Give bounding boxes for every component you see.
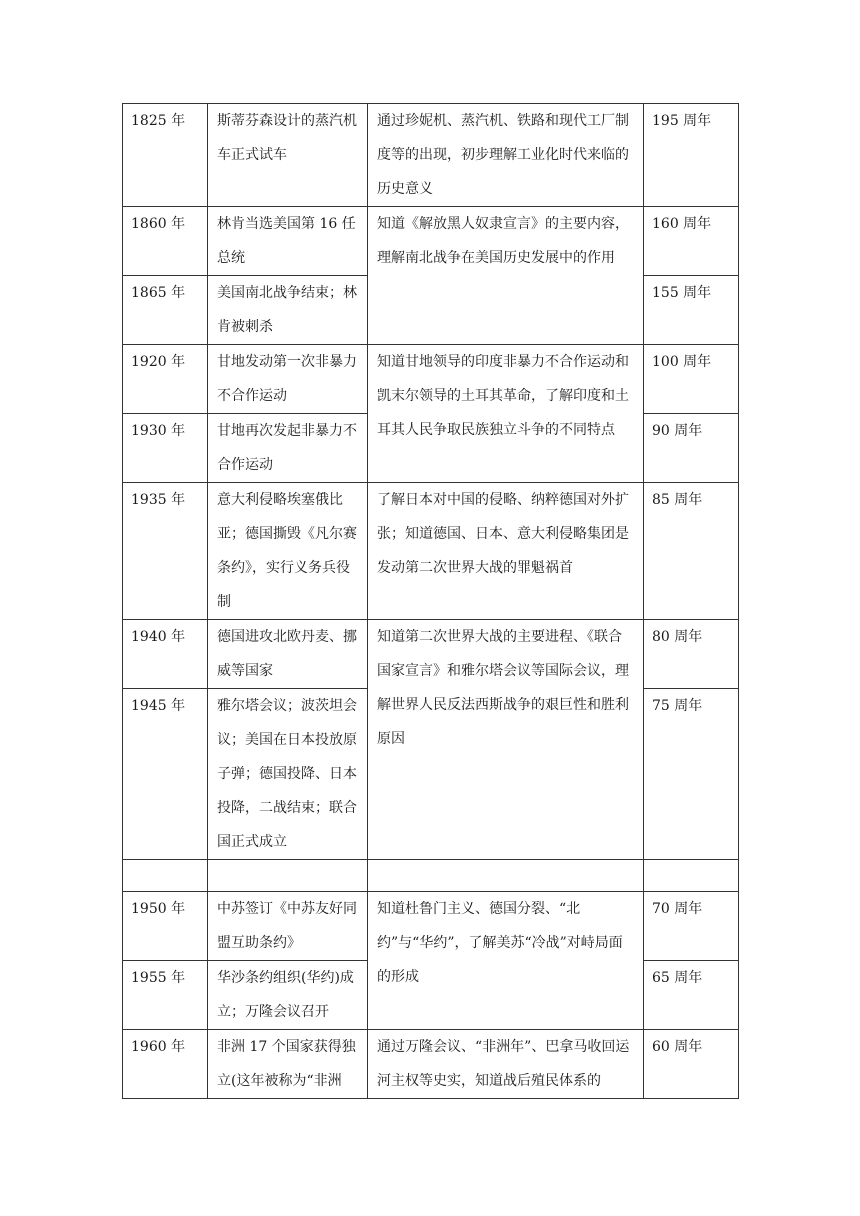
table-row: [123, 1030, 739, 1099]
year-cell: 1865 年: [123, 276, 208, 345]
year-cell: 1945 年: [123, 689, 208, 860]
anniversary-cell: 85 周年: [644, 483, 739, 620]
event-cell: 意大利侵略埃塞俄比亚；德国撕毁《凡尔赛条约》，实行义务兵役制: [208, 483, 368, 620]
year-cell: 1955 年: [123, 961, 208, 1030]
year-cell: 1860 年: [123, 207, 208, 276]
event-cell: 德国进攻北欧丹麦、挪威等国家: [208, 620, 368, 689]
anniversary-cell: 80 周年: [644, 620, 739, 689]
table-row: [123, 620, 739, 689]
table-row: [123, 483, 739, 620]
table-row: [123, 104, 739, 207]
year-cell: [123, 860, 208, 892]
anniversary-cell: 75 周年: [644, 689, 739, 860]
anniversary-cell: 100 周年: [644, 345, 739, 414]
year-cell: 1960 年: [123, 1030, 208, 1099]
anniversary-cell: 160 周年: [644, 207, 739, 276]
year-cell: 1935 年: [123, 483, 208, 620]
table-row: [123, 207, 739, 276]
year-cell: 1940 年: [123, 620, 208, 689]
event-cell: 美国南北战争结束；林肯被刺杀: [208, 276, 368, 345]
year-cell: 1930 年: [123, 414, 208, 483]
objective-cell: 知道第二次世界大战的主要进程、《联合国家宣言》和雅尔塔会议等国际会议，理解世界人民反法西斯战争的艰巨性和胜利原因: [368, 620, 644, 860]
anniversary-cell: 60 周年: [644, 1030, 739, 1099]
objective-cell: [368, 860, 644, 892]
anniversary-cell: 155 周年: [644, 276, 739, 345]
event-cell: 甘地发动第一次非暴力不合作运动: [208, 345, 368, 414]
anniversary-cell: 65 周年: [644, 961, 739, 1030]
objective-cell: 通过珍妮机、蒸汽机、铁路和现代工厂制度等的出现，初步理解工业化时代来临的历史意义: [368, 104, 644, 207]
anniversary-cell: 195 周年: [644, 104, 739, 207]
objective-cell: 知道甘地领导的印度非暴力不合作运动和凯末尔领导的土耳其革命，了解印度和土耳其人民争取民族独立斗争的不同特点: [368, 345, 644, 483]
event-cell: [208, 860, 368, 892]
anniversary-cell: 70 周年: [644, 892, 739, 961]
anniversary-cell: [644, 860, 739, 892]
event-cell: 雅尔塔会议；波茨坦会议；美国在日本投放原子弹；德国投降、日本投降，二战结束；联合国正式成立: [208, 689, 368, 860]
event-cell: 林肯当选美国第 16 任总统: [208, 207, 368, 276]
year-cell: 1920 年: [123, 345, 208, 414]
objective-cell: 知道杜鲁门主义、德国分裂、“北约”与“华约”，了解美苏“冷战”对峙局面的形成: [368, 892, 644, 1030]
year-cell: 1825 年: [123, 104, 208, 207]
year-cell: 1950 年: [123, 892, 208, 961]
event-cell: 中苏签订《中苏友好同盟互助条约》: [208, 892, 368, 961]
objective-cell: 通过万隆会议、“非洲年”、巴拿马收回运河主权等史实，知道战后殖民体系的: [368, 1030, 644, 1099]
anniversary-cell: 90 周年: [644, 414, 739, 483]
table-row: [123, 345, 739, 414]
table-row: [123, 860, 739, 892]
event-cell: 甘地再次发起非暴力不合作运动: [208, 414, 368, 483]
objective-cell: 知道《解放黑人奴隶宣言》的主要内容，理解南北战争在美国历史发展中的作用: [368, 207, 644, 345]
event-cell: 非洲 17 个国家获得独立(这年被称为“非洲: [208, 1030, 368, 1099]
objective-cell: 了解日本对中国的侵略、纳粹德国对外扩张；知道德国、日本、意大利侵略集团是发动第二次世界大战的罪魁祸首: [368, 483, 644, 620]
history-anniversary-table: [122, 103, 739, 1099]
event-cell: 斯蒂芬森设计的蒸汽机车正式试车: [208, 104, 368, 207]
table-row: [123, 892, 739, 961]
event-cell: 华沙条约组织(华约)成立；万隆会议召开: [208, 961, 368, 1030]
